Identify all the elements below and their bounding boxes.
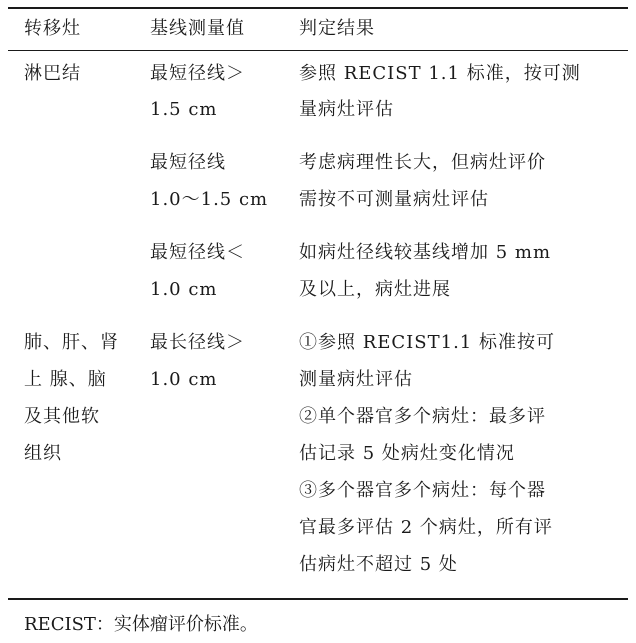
lesion-organ-line: 上 腺、脑	[24, 369, 107, 390]
result-line: ①参照 RECIST1.1 标准按可	[299, 332, 555, 353]
baseline-line: 最短径线＞	[150, 63, 245, 84]
result-line: 估记录 5 处病灶变化情况	[299, 443, 515, 464]
baseline-line: 1.5 cm	[150, 99, 218, 120]
lesion-lymph-node: 淋巴结	[24, 63, 81, 84]
table-footnote: RECIST：实体瘤评价标准。	[24, 614, 258, 635]
result-line: 官最多评估 2 个病灶，所有评	[299, 517, 553, 538]
result-line: 如病灶径线较基线增加 5 mm	[299, 242, 552, 263]
baseline-line: 最短径线＜	[150, 242, 245, 263]
table-top-rule	[8, 7, 628, 9]
baseline-line: 1.0 cm	[150, 369, 218, 390]
result-line: 参照 RECIST 1.1 标准，按可测	[299, 63, 581, 84]
baseline-line: 最短径线	[150, 152, 226, 173]
result-line: 量病灶评估	[299, 99, 394, 120]
result-line: 及以上，病灶进展	[299, 279, 451, 300]
table-bottom-rule	[8, 598, 628, 600]
result-line: ③多个器官多个病灶：每个器	[299, 480, 546, 501]
header-lesion: 转移灶	[24, 18, 81, 39]
result-line: 考虑病理性长大，但病灶评价	[299, 152, 546, 173]
table-header-rule	[8, 50, 628, 51]
header-baseline: 基线测量值	[150, 18, 245, 39]
result-line: 测量病灶评估	[299, 369, 413, 390]
lesion-organ-line: 及其他软	[24, 406, 100, 427]
lesion-organ-line: 组织	[24, 443, 62, 464]
result-line: 估病灶不超过 5 处	[299, 554, 458, 575]
header-result: 判定结果	[299, 18, 375, 39]
lesion-organ-line: 肺、肝、肾	[24, 332, 119, 353]
baseline-line: 1.0～1.5 cm	[150, 189, 269, 210]
result-line: ②单个器官多个病灶：最多评	[299, 406, 546, 427]
baseline-line: 最长径线＞	[150, 332, 245, 353]
result-line: 需按不可测量病灶评估	[299, 189, 489, 210]
baseline-line: 1.0 cm	[150, 279, 218, 300]
